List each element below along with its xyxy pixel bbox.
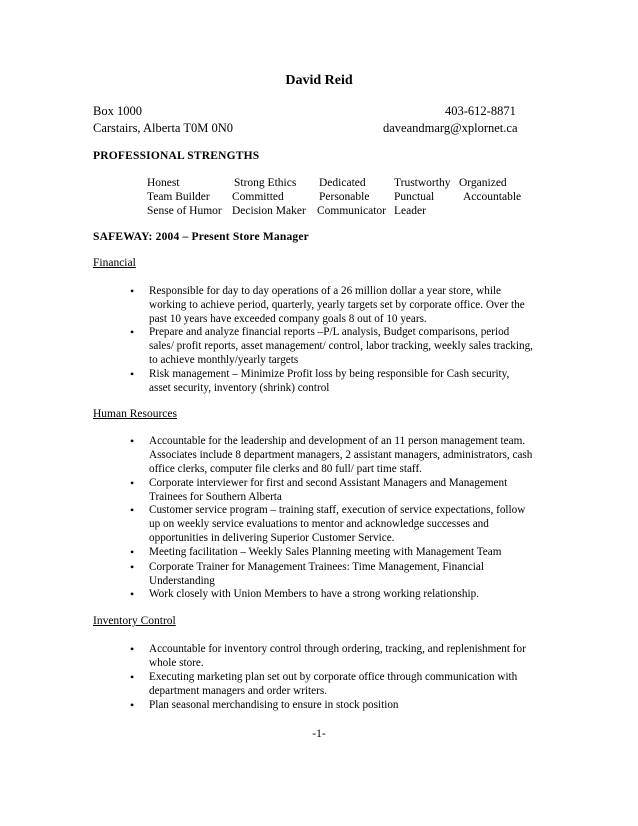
bullet-text: department managers and order writers. bbox=[149, 685, 327, 697]
strength-item: Strong Ethics bbox=[234, 177, 297, 189]
job-heading: SAFEWAY: 2004 – Present Store Manager bbox=[93, 231, 309, 243]
bullet-icon: • bbox=[130, 367, 135, 381]
strength-item: Communicator bbox=[317, 205, 386, 217]
bullet-text: working to achieve period, quarterly, yearly targets set by corporate office. Over the bbox=[149, 299, 525, 311]
bullet-text: sales/ profit reports, asset management/ control, labor tracking, weekly sales tracking, bbox=[149, 340, 533, 352]
candidate-name: David Reid bbox=[285, 73, 353, 88]
bullet-text: office clerks, computer file clerks and 80 full/ part time staff. bbox=[149, 463, 422, 475]
strength-item: Team Builder bbox=[147, 191, 210, 203]
bullet-text: Responsible for day to day operations of a 26 million dollar a year store, while bbox=[149, 285, 502, 297]
bullet-text: past 10 years have exceeded company goals 8 out of 10 years. bbox=[149, 313, 427, 325]
section-title-inventory-control: Inventory Control bbox=[93, 615, 176, 627]
address-line-2: Carstairs, Alberta T0M 0N0 bbox=[93, 121, 234, 135]
bullet-text: up on weekly service evaluations to mentor and acknowledge successes and bbox=[149, 518, 489, 530]
strength-item: Punctual bbox=[394, 191, 435, 203]
bullet-text: asset security, inventory (shrink) control bbox=[149, 382, 330, 394]
bullet-icon: • bbox=[130, 284, 135, 298]
bullet-icon: • bbox=[130, 476, 135, 490]
strength-item: Trustworthy bbox=[394, 177, 451, 189]
bullet-text: Executing marketing plan set out by corporate office through communication with bbox=[149, 671, 518, 683]
bullet-text: Accountable for the leadership and development of an 11 person management team. bbox=[149, 435, 526, 447]
bullet-icon: • bbox=[130, 670, 135, 684]
address-line-1: Box 1000 bbox=[93, 104, 142, 118]
strength-item: Honest bbox=[147, 177, 180, 189]
section-title-financial: Financial bbox=[93, 257, 136, 269]
bullet-icon: • bbox=[130, 434, 135, 448]
strength-item: Leader bbox=[394, 205, 426, 217]
bullet-text: Accountable for inventory control through ordering, tracking, and replenishment for bbox=[149, 643, 526, 655]
bullet-icon: • bbox=[130, 545, 135, 559]
strength-item: Accountable bbox=[463, 191, 522, 203]
bullet-text: opportunities in delivering Superior Customer Service. bbox=[149, 532, 395, 544]
strength-item: Organized bbox=[459, 177, 507, 189]
phone-number: 403-612-8871 bbox=[445, 104, 516, 118]
bullet-text: Customer service program – training staff, execution of service expectations, follow bbox=[149, 504, 526, 516]
page-number: -1- bbox=[312, 728, 326, 740]
bullet-text: whole store. bbox=[149, 657, 204, 669]
strengths-heading: PROFESSIONAL STRENGTHS bbox=[93, 150, 260, 162]
strength-item: Personable bbox=[319, 191, 370, 203]
bullet-text: Plan seasonal merchandising to ensure in stock position bbox=[149, 699, 399, 711]
bullet-text: Associates include 8 department managers, 2 assistant managers, administrators, cash bbox=[149, 449, 533, 461]
bullet-icon: • bbox=[130, 587, 135, 601]
strength-item: Sense of Humor bbox=[147, 205, 222, 217]
bullet-text: Prepare and analyze financial reports –P/L analysis, Budget comparisons, period bbox=[149, 326, 510, 338]
strength-item: Committed bbox=[232, 191, 284, 203]
bullet-icon: • bbox=[130, 560, 135, 574]
bullet-icon: • bbox=[130, 698, 135, 712]
bullet-text: Trainees for Southern Alberta bbox=[149, 491, 282, 503]
section-title-human-resources: Human Resources bbox=[93, 408, 177, 420]
bullet-icon: • bbox=[130, 325, 135, 339]
bullet-text: Meeting facilitation – Weekly Sales Planning meeting with Management Team bbox=[149, 546, 502, 558]
strength-item: Decision Maker bbox=[232, 205, 306, 217]
bullet-icon: • bbox=[130, 642, 135, 656]
bullet-text: Corporate interviewer for first and second Assistant Managers and Management bbox=[149, 477, 508, 489]
bullet-text: Understanding bbox=[149, 575, 215, 587]
bullet-text: Corporate Trainer for Management Trainees: Time Management, Financial bbox=[149, 561, 484, 573]
bullet-text: Risk management – Minimize Profit loss by being responsible for Cash security, bbox=[149, 368, 510, 380]
bullet-text: Work closely with Union Members to have a strong working relationship. bbox=[149, 588, 480, 600]
email-address: daveandmarg@xplornet.ca bbox=[383, 121, 518, 135]
strength-item: Dedicated bbox=[319, 177, 366, 189]
bullet-text: to achieve monthly/yearly targets bbox=[149, 354, 299, 366]
bullet-icon: • bbox=[130, 503, 135, 517]
